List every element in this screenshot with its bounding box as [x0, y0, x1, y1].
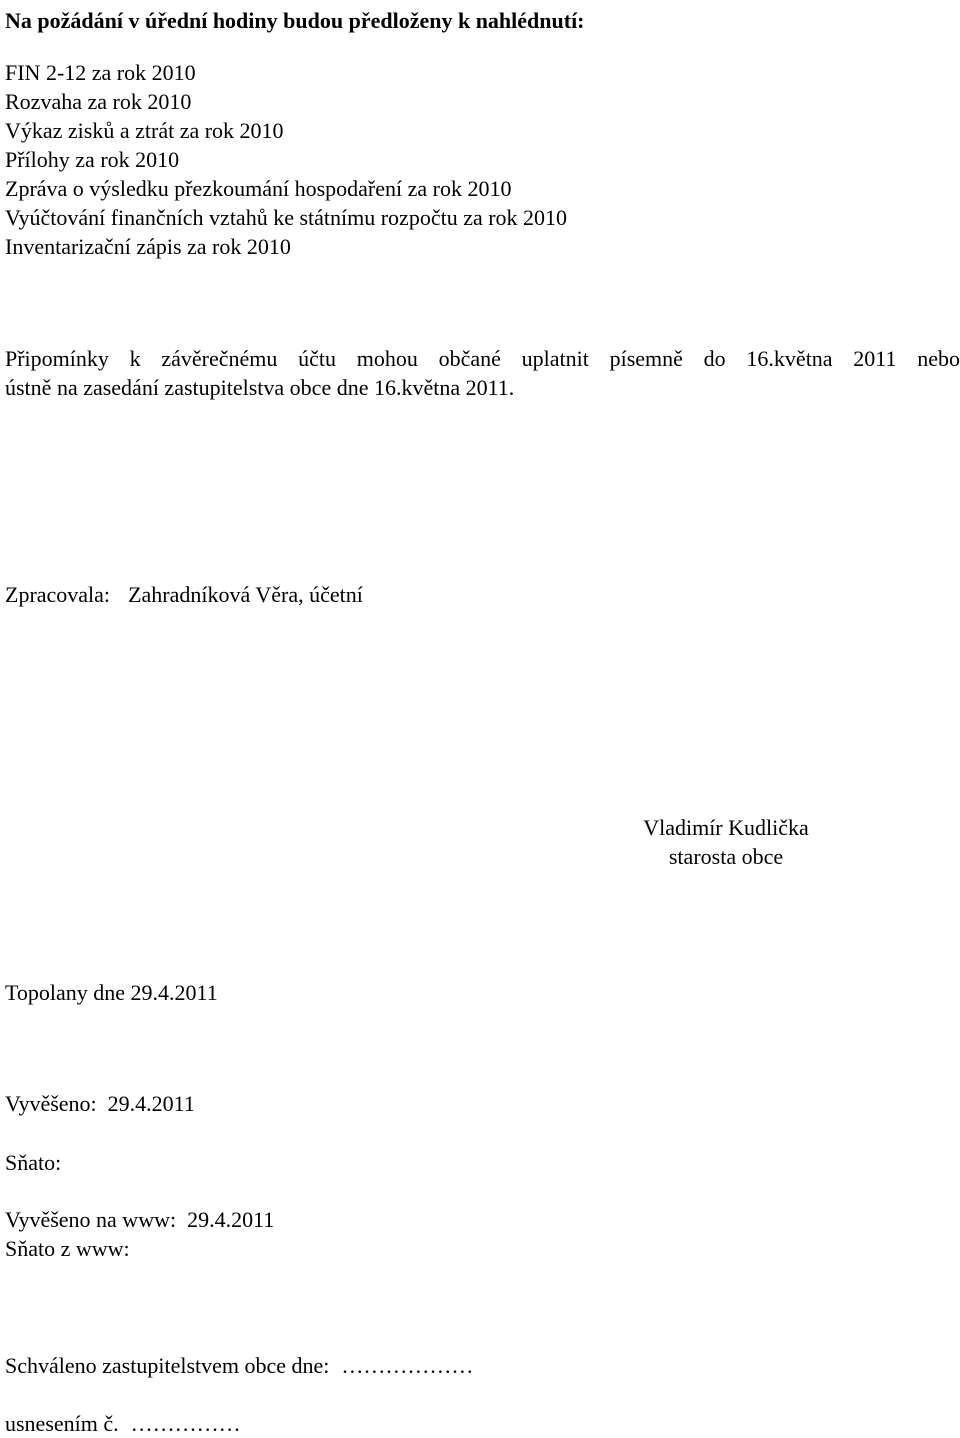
posted-www-value: 29.4.2011: [187, 1207, 275, 1232]
approved-label: Schváleno zastupitelstvem obce dne:: [5, 1353, 330, 1378]
remarks-paragraph: [5, 344, 960, 402]
remarks-line-1: Připomínky k závěrečnému účtu mohou občané uplatnit písemně do 16.května 2011 nebo: [5, 346, 960, 371]
posted-value: 29.4.2011: [107, 1091, 195, 1116]
resolution-label: usnesením č.: [5, 1411, 119, 1436]
list-item: Přílohy za rok 2010: [5, 147, 180, 172]
prepared-by: [5, 580, 363, 609]
signature-block: [630, 813, 822, 871]
remarks-line-2: ústně na zasedání zastupitelstva obce dne 16.května 2011.: [5, 375, 515, 400]
removed-www-label: Sňato z www:: [5, 1236, 130, 1261]
approved-date-blank: ………………: [341, 1353, 474, 1378]
list-item: Inventarizační zápis za rok 2010: [5, 234, 291, 259]
approved-by-council: [5, 1351, 473, 1380]
signatory-role: starosta obce: [668, 844, 784, 869]
resolution-number-blank: ……………: [130, 1411, 241, 1436]
list-item: Rozvaha za rok 2010: [5, 89, 192, 114]
document-list: [5, 58, 567, 261]
place-and-date: Topolany dne 29.4.2011: [5, 980, 218, 1005]
posted-www-date: [5, 1205, 274, 1234]
signatory-name: Vladimír Kudlička: [643, 815, 809, 840]
document-heading: Na požádání v úřední hodiny budou předloženy k nahlédnutí:: [5, 8, 585, 33]
removed-label: Sňato:: [5, 1150, 62, 1175]
list-item: FIN 2-12 za rok 2010: [5, 60, 196, 85]
removed-date: [5, 1148, 61, 1177]
list-item: Zpráva o výsledku přezkoumání hospodaření za rok 2010: [5, 176, 512, 201]
posted-date: [5, 1089, 195, 1118]
posted-www-label: Vyvěšeno na www:: [5, 1207, 177, 1232]
posted-label: Vyvěšeno:: [5, 1091, 97, 1116]
removed-www-date: [5, 1234, 130, 1263]
prepared-by-label: Zpracovala:: [5, 582, 111, 607]
list-item: Vyúčtování finančních vztahů ke státnímu rozpočtu za rok 2010: [5, 205, 568, 230]
prepared-by-name: Zahradníková Věra, účetní: [128, 582, 363, 607]
list-item: Výkaz zisků a ztrát za rok 2010: [5, 118, 284, 143]
